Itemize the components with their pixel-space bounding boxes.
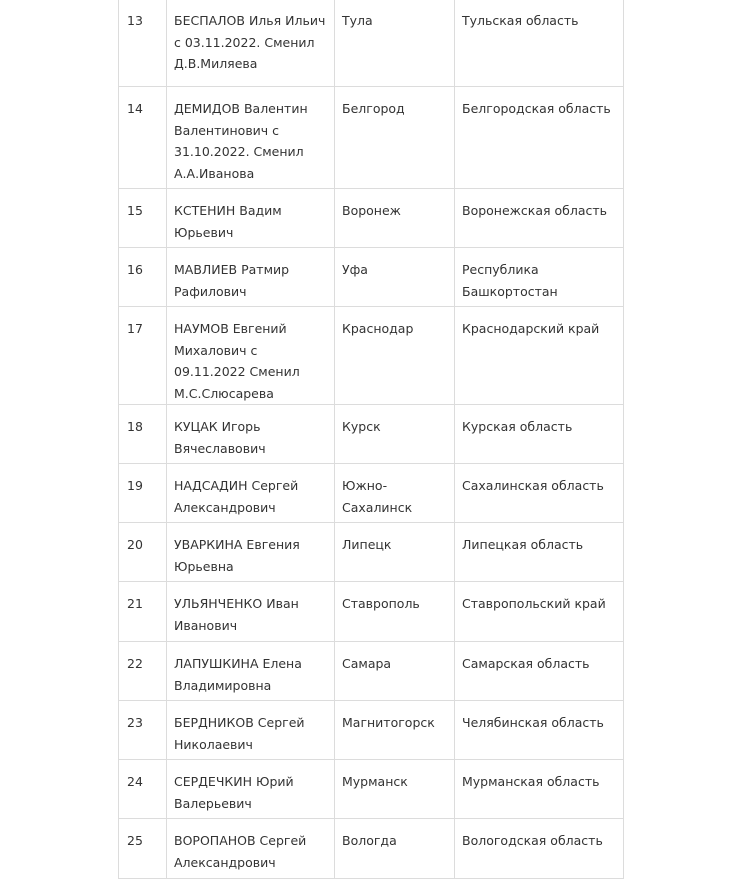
region: Курская область — [455, 405, 624, 464]
table-row — [119, 405, 624, 464]
person-name: СЕРДЕЧКИН Юрий Валерьевич — [167, 760, 335, 819]
table-row — [119, 701, 624, 760]
city: Вологда — [335, 819, 455, 879]
person-name: УВАРКИНА Евгения Юрьевна — [167, 523, 335, 582]
region: Воронежская область — [455, 189, 624, 248]
row-number: 20 — [119, 523, 167, 582]
row-number: 25 — [119, 819, 167, 879]
region: Мурманская область — [455, 760, 624, 819]
table-row — [119, 642, 624, 701]
city: Белгород — [335, 87, 455, 189]
table-row — [119, 523, 624, 582]
table-row — [119, 760, 624, 819]
table-row — [119, 464, 624, 523]
table-row — [119, 819, 624, 879]
row-number: 22 — [119, 642, 167, 701]
table-body — [119, 0, 624, 879]
region: Краснодарский край — [455, 307, 624, 405]
person-name: МАВЛИЕВ Ратмир Рафилович — [167, 248, 335, 307]
row-number: 17 — [119, 307, 167, 405]
row-number: 13 — [119, 0, 167, 87]
city: Тула — [335, 0, 455, 87]
table-row — [119, 0, 624, 87]
city: Липецк — [335, 523, 455, 582]
person-name: КУЦАК Игорь Вячеславович — [167, 405, 335, 464]
person-name: БЕСПАЛОВ Илья Ильич с 03.11.2022. Сменил Д.В.Миляева — [167, 0, 335, 87]
person-name: КСТЕНИН Вадим Юрьевич — [167, 189, 335, 248]
table-row — [119, 307, 624, 405]
row-number: 14 — [119, 87, 167, 189]
region: Челябинская область — [455, 701, 624, 760]
city: Курск — [335, 405, 455, 464]
table-row — [119, 189, 624, 248]
city: Южно-Сахалинск — [335, 464, 455, 523]
region: Белгородская область — [455, 87, 624, 189]
person-name: ЛАПУШКИНА Елена Владимировна — [167, 642, 335, 701]
region: Самарская область — [455, 642, 624, 701]
row-number: 18 — [119, 405, 167, 464]
person-name: НАУМОВ Евгений Михалович с 09.11.2022 Сменил М.С.Слюсарева — [167, 307, 335, 405]
region: Липецкая область — [455, 523, 624, 582]
city: Мурманск — [335, 760, 455, 819]
city: Краснодар — [335, 307, 455, 405]
person-name: ВОРОПАНОВ Сергей Александрович — [167, 819, 335, 879]
region: Республика Башкортостан — [455, 248, 624, 307]
table-row — [119, 248, 624, 307]
row-number: 23 — [119, 701, 167, 760]
row-number: 19 — [119, 464, 167, 523]
person-name: НАДСАДИН Сергей Александрович — [167, 464, 335, 523]
officials-table — [118, 0, 624, 879]
row-number: 15 — [119, 189, 167, 248]
city: Самара — [335, 642, 455, 701]
row-number: 21 — [119, 582, 167, 642]
person-name: ДЕМИДОВ Валентин Валентинович с 31.10.2022. Сменил А.А.Иванова — [167, 87, 335, 189]
city: Магнитогорск — [335, 701, 455, 760]
city: Уфа — [335, 248, 455, 307]
table-row — [119, 87, 624, 189]
row-number: 16 — [119, 248, 167, 307]
region: Ставропольский край — [455, 582, 624, 642]
region: Сахалинская область — [455, 464, 624, 523]
region: Тульская область — [455, 0, 624, 87]
city: Ставрополь — [335, 582, 455, 642]
city: Воронеж — [335, 189, 455, 248]
row-number: 24 — [119, 760, 167, 819]
person-name: УЛЬЯНЧЕНКО Иван Иванович — [167, 582, 335, 642]
region: Вологодская область — [455, 819, 624, 879]
person-name: БЕРДНИКОВ Сергей Николаевич — [167, 701, 335, 760]
table-row — [119, 582, 624, 642]
